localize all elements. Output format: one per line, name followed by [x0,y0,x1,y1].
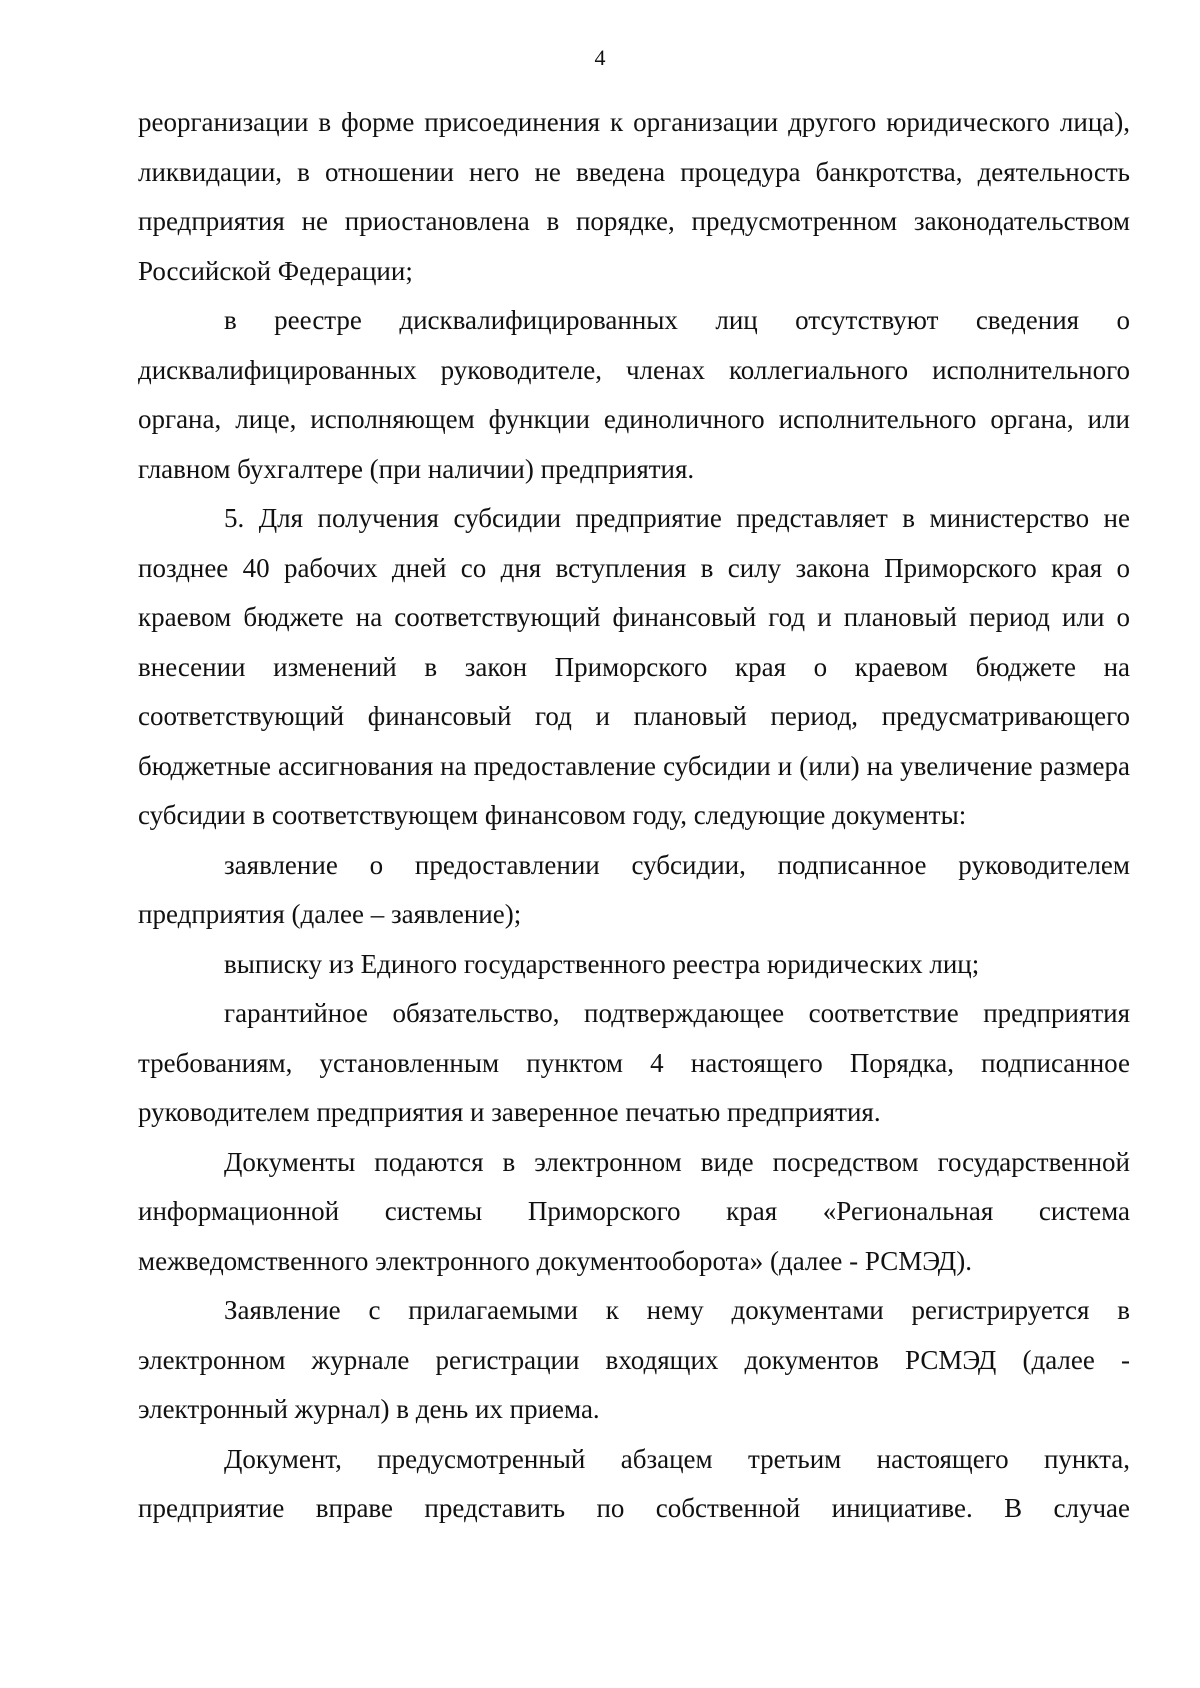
paragraph-4: заявление о предоставлении субсидии, подписанное руководителем предприятия (далее – заявление); [138,849,1130,929]
paragraph-5: выписку из Единого государственного реестра юридических лиц; [224,948,980,979]
paragraph-9: Документ, предусмотренный абзацем третьим настоящего пункта, предприятие вправе представить по собственной инициативе. В случае [138,1443,1130,1523]
document-body [138,98,1130,1534]
paragraph-3: 5. Для получения субсидии предприятие представляет в министерство не позднее 40 рабочих дней со дня вступления в силу закона Приморского края о краевом бюджете на соответствующий финансовый год и плановый период или о внесении изменений в закон Приморского края о краевом бюджете на соответствующий финансовый год и плановый период, предусматривающего бюджетные ассигнования на предоставление субсидии и (или) на увеличение размера субсидии в соответствующем финансовом году, следующие документы: [138,503,1130,830]
paragraph-8: Заявление с прилагаемыми к нему документами регистрируется в электронном журнале регистрации входящих документов РСМЭД (далее - электронный журнал) в день их приема. [138,1295,1130,1424]
paragraph-6: гарантийное обязательство, подтверждающее соответствие предприятия требованиям, установленным пунктом 4 настоящего Порядка, подписанное руководителем предприятия и заверенное печатью предприятия. [138,998,1130,1127]
page-number: 4 [594,45,606,70]
paragraph-7: Документы подаются в электронном виде посредством государственной информационной системы Приморского края «Региональная система межведомственного электронного документооборота» (далее - РСМЭД). [138,1146,1130,1276]
paragraph-1: реорганизации в форме присоединения к организации другого юридического лица), ликвидации, в отношении него не введена процедура банкротства, деятельность предприятия не приостановлена в порядке, предусмотренном законодательством Российской Федерации; [138,107,1130,286]
paragraph-2: в реестре дисквалифицированных лиц отсутствуют сведения о дисквалифицированных руководителе, членах коллегиального исполнительного органа, лице, исполняющем функции единоличного исполнительного органа, или главном бухгалтере (при наличии) предприятия. [138,305,1130,484]
